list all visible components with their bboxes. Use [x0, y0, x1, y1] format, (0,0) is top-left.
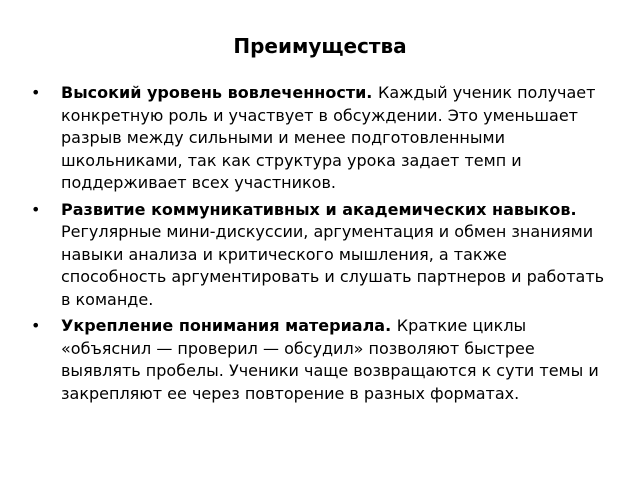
bullet-text: Каждый ученик получает конкретную роль и участвует в обсуждении. Это уменьшает разрыв между сильными и менее подготовленными школьниками, так как структура урока задает темп и поддерживает всех участников. — [61, 83, 596, 192]
slide-title: Преимущества — [233, 34, 407, 58]
bullet-item-understanding — [28, 315, 608, 405]
bullet-dot-icon: • — [31, 83, 41, 102]
bullet-heading: Укрепление понимания материала. — [61, 316, 397, 335]
bullet-item-skills — [28, 199, 608, 312]
bullet-text: Краткие циклы «объяснил — проверил — обсудил» позволяют быстрее выявлять пробелы. Ученики чаще возвращаются к сути темы и закрепляют ее через повторение в разных форматах. — [61, 316, 599, 403]
bullet-item-engagement — [28, 82, 608, 195]
bullet-heading: Развитие коммуникативных и академических навыков. — [61, 199, 577, 219]
bullet-dot-icon: • — [31, 316, 41, 335]
bullet-heading: Высокий уровень вовлеченности. — [61, 83, 378, 102]
bullet-dot-icon: • — [31, 199, 41, 219]
bullet-text: Регулярные мини-дискуссии, аргументация и обмен знаниями навыки анализа и критического мышления, а также способность аргументировать и слушать партнеров и работать в команде. — [61, 222, 605, 309]
bullet-list — [28, 82, 608, 409]
